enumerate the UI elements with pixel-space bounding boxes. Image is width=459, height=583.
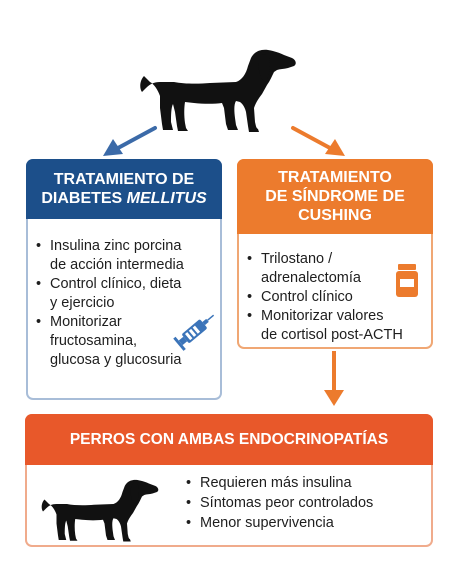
cushing-item: • Monitorizar valores de cortisol post-ACTH (247, 307, 403, 345)
diabetes-title-line1: TRATAMIENTO DE (53, 171, 195, 188)
pill-bottle-icon (395, 264, 419, 298)
dog-silhouette-icon (40, 477, 160, 543)
diabetes-item: • Monitorizar fructosamina, glucosa y glucosuria (36, 313, 184, 370)
cushing-treatment-box (237, 159, 433, 349)
cushing-title-line: TRATAMIENTO (278, 169, 392, 186)
diabetes-header (26, 159, 222, 219)
diabetes-item: • Control clínico, dieta y ejercicio (36, 275, 184, 313)
both-item: • Síntomas peor controlados (186, 493, 373, 513)
cushing-item: • Trilostano / adrenalectomía (247, 250, 403, 288)
cushing-title-line: CUSHING (298, 207, 372, 224)
both-endocrinopathies-box (25, 414, 433, 547)
syringe-icon (172, 308, 220, 352)
diabetes-title-line2 (41, 189, 206, 208)
both-item: • Menor supervivencia (186, 513, 373, 533)
diabetes-title-plain: DIABETES (41, 190, 127, 207)
both-list (186, 473, 373, 533)
both-header (25, 414, 433, 465)
cushing-header (237, 159, 433, 234)
both-title: PERROS CON AMBAS ENDOCRINOPATÍAS (69, 430, 389, 448)
cushing-title-line: DE SÍNDROME DE (265, 188, 405, 205)
diabetes-list (36, 237, 184, 370)
arrow-to-both (324, 351, 344, 406)
diabetes-item: • Insulina zinc porcina de acción intermedia (36, 237, 184, 275)
arrow-to-cushing (293, 128, 345, 156)
diabetes-treatment-box (26, 159, 222, 400)
dog-silhouette-icon (138, 46, 298, 134)
diabetes-title-italic: MELLITUS (126, 190, 207, 207)
both-item: • Requieren más insulina (186, 473, 373, 493)
cushing-item: • Control clínico (247, 288, 403, 307)
cushing-list (247, 250, 403, 345)
